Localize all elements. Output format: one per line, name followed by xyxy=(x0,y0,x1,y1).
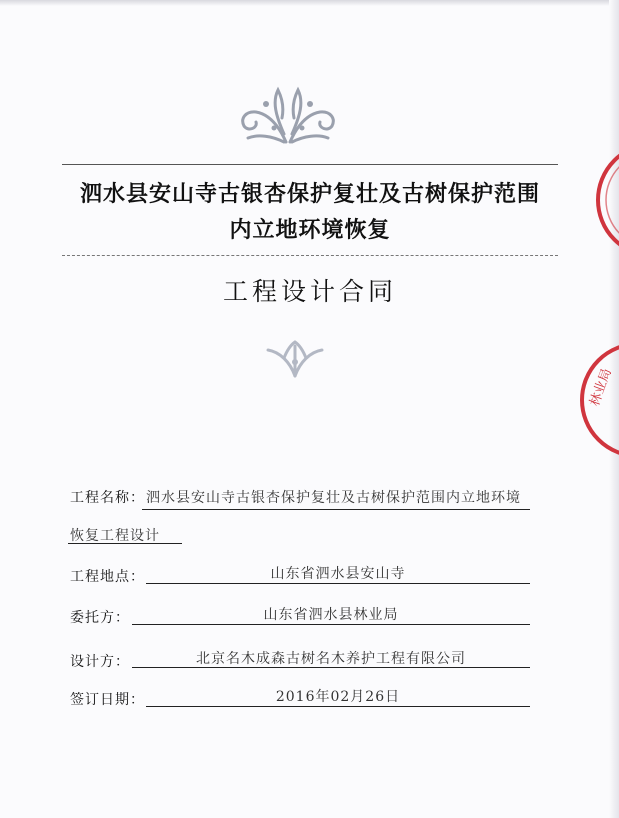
client-underline xyxy=(132,624,530,625)
location-value: 山东省泗水县安山寺 xyxy=(270,566,406,582)
client-value: 山东省泗水县林业局 xyxy=(263,607,399,623)
floral-ornament-top-icon xyxy=(228,84,348,146)
stamp-text: 林业局 xyxy=(587,366,615,409)
floral-ornament-mid-icon xyxy=(262,336,328,378)
project-name-underline1 xyxy=(142,509,530,510)
page-edge-top xyxy=(0,0,619,6)
project-name-value-line1: 泗水县安山寺古银杏保护复壮及古树保护范围内立地环境 xyxy=(146,490,521,506)
date-label: 签订日期： xyxy=(70,692,145,708)
project-name-value-line2: 恢复工程设计 xyxy=(70,528,160,544)
project-title-line2: 内立地环境恢复 xyxy=(229,217,391,243)
location-label: 工程地点： xyxy=(70,569,145,585)
project-title-line1: 泗水县安山寺古银杏保护复壮及古树保护范围 xyxy=(79,181,540,207)
project-name-label: 工程名称： xyxy=(70,490,145,506)
title-bottom-rule xyxy=(62,255,558,256)
client-label: 委托方： xyxy=(70,610,130,626)
location-underline xyxy=(146,583,530,584)
project-name-underline2 xyxy=(68,543,182,544)
designer-label: 设计方： xyxy=(70,654,130,670)
date-underline xyxy=(146,706,530,707)
date-value: 2016年02月26日 xyxy=(275,689,401,705)
red-seal-stamp-top-icon xyxy=(592,140,619,260)
red-seal-stamp-bottom-icon xyxy=(576,340,619,460)
contract-title: 工程设计合同 xyxy=(222,277,397,306)
designer-value: 北京名木成森古树名木养护工程有限公司 xyxy=(196,651,466,667)
designer-underline xyxy=(132,667,530,668)
title-top-rule xyxy=(62,164,558,165)
